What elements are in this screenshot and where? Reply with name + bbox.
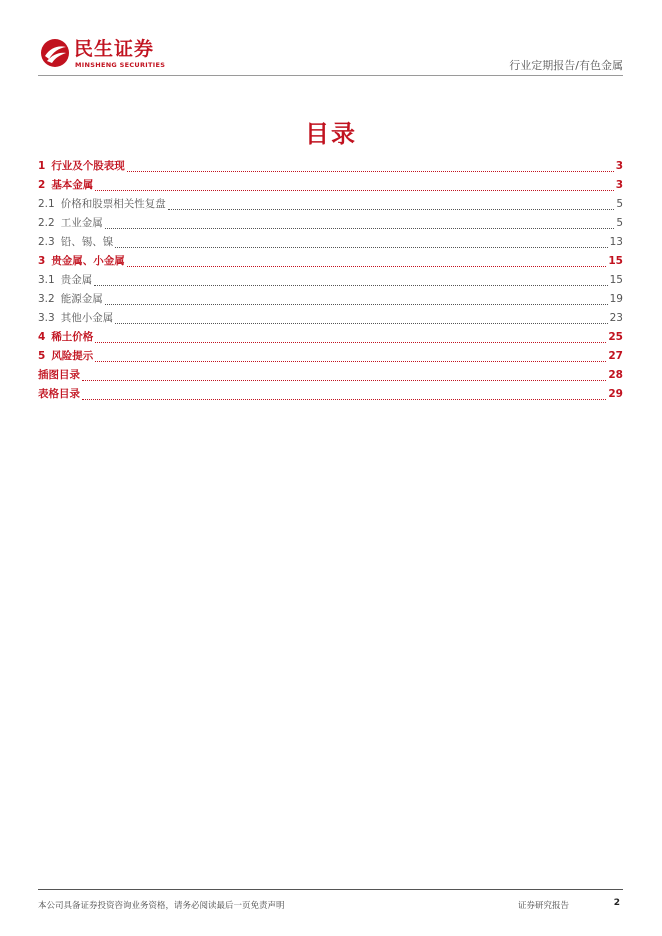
toc-leader-dots <box>82 398 606 400</box>
toc-leader-dots <box>115 246 607 248</box>
toc-entry-text: 铅、锡、镍 <box>60 236 114 248</box>
minsheng-logo-icon <box>40 38 70 68</box>
toc-entry-text: 贵金属 <box>60 274 93 286</box>
toc-entry-number: 3.1 <box>38 274 55 286</box>
toc-entry[interactable] <box>38 290 623 309</box>
toc-entry[interactable] <box>38 347 623 366</box>
toc-entry-text: 工业金属 <box>60 217 103 229</box>
toc-entry[interactable] <box>38 195 623 214</box>
toc-entry-label <box>38 309 113 328</box>
toc-entry-text: 风险提示 <box>51 350 94 362</box>
toc-entry-page: 5 <box>616 198 623 210</box>
toc-entry[interactable] <box>38 252 623 271</box>
toc-entry[interactable] <box>38 176 623 195</box>
toc-entry-page: 3 <box>615 179 623 191</box>
toc-entry-text: 能源金属 <box>60 293 103 305</box>
toc-entry-label <box>38 214 103 233</box>
toc-entry-number: 5 <box>38 350 46 362</box>
toc-entry-page: 27 <box>608 350 623 362</box>
toc-entry-label <box>38 271 92 290</box>
toc-entry-text: 基本金属 <box>51 179 94 191</box>
header-divider <box>38 75 623 76</box>
toc-entry-text: 价格和股票相关性复盘 <box>60 198 166 210</box>
toc-entry-label <box>38 252 125 271</box>
footer-disclaimer: 本公司具备证券投资咨询业务资格，请务必阅读最后一页免责声明 <box>38 901 285 911</box>
toc-entry-number: 2.3 <box>38 236 55 248</box>
toc-entry-label <box>38 233 113 252</box>
toc-entry[interactable] <box>38 271 623 290</box>
page-number: 2 <box>613 898 620 908</box>
toc-entry[interactable] <box>38 385 623 404</box>
toc-entry-number: 2.1 <box>38 198 55 210</box>
toc-entry-page: 5 <box>616 217 623 229</box>
toc-entry-number: 4 <box>38 331 46 343</box>
toc-entry-label <box>38 176 93 195</box>
toc-entry-page: 23 <box>609 312 623 324</box>
toc-entry-number: 2 <box>38 179 46 191</box>
toc-entry-number: 3.3 <box>38 312 55 324</box>
toc-title: 目录 <box>305 120 357 148</box>
toc-leader-dots <box>127 170 614 172</box>
toc-entry[interactable] <box>38 233 623 252</box>
toc-entry[interactable] <box>38 328 623 347</box>
toc-entry-page: 29 <box>608 388 623 400</box>
toc-entry-page: 3 <box>615 160 623 172</box>
footer-divider <box>38 889 623 890</box>
logo-chinese-name: 民生证券 <box>74 38 155 60</box>
page-header <box>38 34 623 76</box>
toc-entry-label <box>38 157 125 176</box>
toc-entry-page: 19 <box>609 293 623 305</box>
toc-leader-dots <box>115 322 607 324</box>
toc-entry[interactable] <box>38 309 623 328</box>
toc-entry[interactable] <box>38 157 623 176</box>
toc-entry-label <box>38 290 103 309</box>
footer-report-label: 证券研究报告 <box>518 901 570 911</box>
toc-entry-label <box>38 195 166 214</box>
toc-leader-dots <box>82 379 606 381</box>
toc-entry-page: 13 <box>609 236 623 248</box>
toc-entry-text: 贵金属、小金属 <box>51 255 125 267</box>
toc-leader-dots <box>127 265 607 267</box>
logo-english-name: MINSHENG SECURITIES <box>75 61 166 69</box>
toc-entry-text: 表格目录 <box>38 388 80 400</box>
toc-entry-label <box>38 385 80 404</box>
toc-entry-page: 25 <box>608 331 623 343</box>
toc-entry-number: 2.2 <box>38 217 55 229</box>
toc-leader-dots <box>95 360 606 362</box>
toc-entry-page: 15 <box>609 274 623 286</box>
table-of-contents <box>38 157 623 404</box>
toc-entry-number: 3 <box>38 255 46 267</box>
toc-leader-dots <box>94 284 607 286</box>
toc-entry-text: 插图目录 <box>38 369 80 381</box>
toc-leader-dots <box>105 303 608 305</box>
toc-leader-dots <box>168 208 615 210</box>
toc-entry[interactable] <box>38 366 623 385</box>
toc-leader-dots <box>105 227 615 229</box>
toc-leader-dots <box>95 341 606 343</box>
toc-entry-label <box>38 328 93 347</box>
toc-leader-dots <box>95 189 613 191</box>
toc-entry-label <box>38 366 80 385</box>
minsheng-logo <box>38 38 168 70</box>
toc-entry[interactable] <box>38 214 623 233</box>
toc-entry-number: 1 <box>38 160 46 172</box>
toc-entry-text: 行业及个股表现 <box>51 160 125 172</box>
toc-entry-number: 3.2 <box>38 293 55 305</box>
toc-entry-label <box>38 347 93 366</box>
toc-entry-text: 稀土价格 <box>51 331 94 343</box>
toc-entry-page: 15 <box>608 255 623 267</box>
toc-entry-text: 其他小金属 <box>60 312 114 324</box>
report-type-label: 行业定期报告/有色金属 <box>509 59 623 72</box>
toc-entry-page: 28 <box>608 369 623 381</box>
